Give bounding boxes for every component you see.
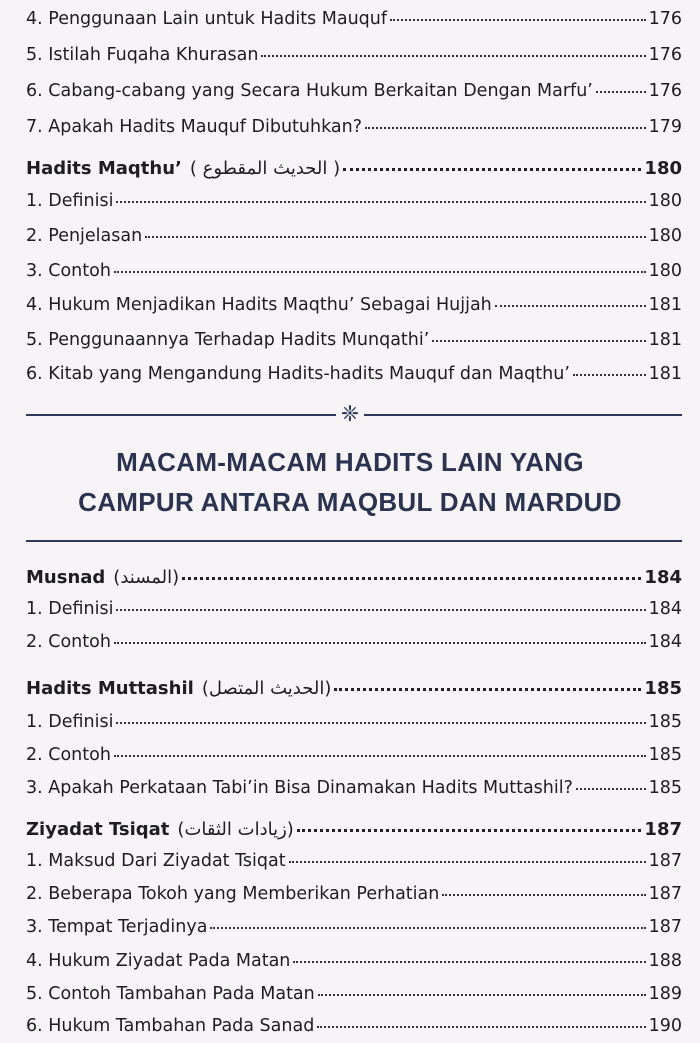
leader-dots xyxy=(495,291,646,307)
toc-entry-page: 189 xyxy=(648,984,682,1004)
toc-entry-label: 4. Hukum Ziyadat Pada Matan xyxy=(26,951,291,971)
toc-entry-label: 2. Penjelasan xyxy=(26,226,143,246)
toc-entry[interactable] xyxy=(26,631,682,652)
toc-entry-label: 2. Contoh xyxy=(26,632,111,652)
section-title-line-2: CAMPUR ANTARA MAQBUL DAN MARDUD xyxy=(78,487,622,517)
toc-entry-label: 4. Hukum Menjadikan Hadits Maqthu’ Sebagai Hujjah xyxy=(26,295,492,315)
toc-entry[interactable] xyxy=(26,8,682,29)
toc-entry-label: 6. Kitab yang Mengandung Hadits-hadits Mauquf dan Maqthu’ xyxy=(26,364,570,384)
leader-dots xyxy=(210,913,645,929)
toc-entry[interactable] xyxy=(26,598,682,619)
toc-entry[interactable] xyxy=(26,711,682,732)
toc-entry[interactable] xyxy=(26,329,682,350)
toc-entry[interactable] xyxy=(26,950,682,971)
toc-entry-page: 179 xyxy=(648,117,682,137)
toc-entry-page: 176 xyxy=(648,9,682,29)
toc-entry-label: 3. Contoh xyxy=(26,261,111,281)
toc-entry-page: 187 xyxy=(648,917,682,937)
toc-entry-page: 176 xyxy=(648,81,682,101)
toc-heading-musnad[interactable] xyxy=(26,566,682,588)
toc-entry-page: 188 xyxy=(648,951,682,971)
toc-entry[interactable] xyxy=(26,80,682,101)
toc-entry-page: 185 xyxy=(648,745,682,765)
toc-heading-page: 185 xyxy=(644,678,682,699)
leader-dots xyxy=(114,628,646,644)
toc-entry[interactable] xyxy=(26,777,682,798)
toc-entry[interactable] xyxy=(26,983,682,1004)
toc-heading-ziyadat[interactable] xyxy=(26,818,682,840)
leader-dots xyxy=(343,154,641,171)
toc-heading-label: Musnad xyxy=(26,567,106,588)
toc-entry-label: 5. Penggunaannya Terhadap Hadits Munqathi’ xyxy=(26,330,430,350)
toc-heading-maqthu[interactable] xyxy=(26,157,682,179)
arabic-term: (الحديث المتصل) xyxy=(201,678,332,699)
toc-entry[interactable] xyxy=(26,44,682,65)
toc-entry-label: 1. Maksud Dari Ziyadat Tsiqat xyxy=(26,851,286,871)
leader-dots xyxy=(182,563,641,580)
leader-dots xyxy=(289,847,646,863)
toc-entry-page: 185 xyxy=(648,712,682,732)
section-title-line-1: MACAM-MACAM HADITS LAIN YANG xyxy=(116,447,584,477)
toc-entry-label: 1. Definisi xyxy=(26,599,114,619)
arabic-term: (زيادات الثقات) xyxy=(177,819,294,840)
leader-dots xyxy=(116,595,645,611)
ornament-icon: ❈ xyxy=(336,401,364,429)
toc-heading-label: Hadits Maqthu’ xyxy=(26,158,182,179)
section-divider-bottom xyxy=(26,540,682,542)
toc-entry[interactable] xyxy=(26,190,682,211)
toc-entry-label: 2. Beberapa Tokoh yang Memberikan Perhatian xyxy=(26,884,440,904)
leader-dots xyxy=(390,5,646,21)
toc-entry[interactable] xyxy=(26,225,682,246)
leader-dots xyxy=(293,947,645,963)
leader-dots xyxy=(442,880,645,896)
leader-dots xyxy=(334,674,641,691)
toc-entry-label: 5. Istilah Fuqaha Khurasan xyxy=(26,45,259,65)
toc-entry[interactable] xyxy=(26,744,682,765)
toc-entry-page: 180 xyxy=(648,226,682,246)
toc-entry-page: 184 xyxy=(648,632,682,652)
toc-entry-label: 3. Tempat Terjadinya xyxy=(26,917,208,937)
toc-entry-page: 185 xyxy=(648,778,682,798)
leader-dots xyxy=(145,222,645,238)
toc-entry[interactable] xyxy=(26,1015,682,1036)
toc-entry[interactable] xyxy=(26,916,682,937)
toc-entry[interactable] xyxy=(26,260,682,281)
leader-dots xyxy=(365,113,646,129)
toc-entry-page: 180 xyxy=(648,261,682,281)
leader-dots xyxy=(576,774,646,790)
toc-entry[interactable] xyxy=(26,850,682,871)
toc-heading-page: 187 xyxy=(644,819,682,840)
toc-entry-page: 190 xyxy=(648,1016,682,1036)
arabic-term: ( الحديث المقطوع ) xyxy=(189,158,341,179)
leader-dots xyxy=(573,360,646,376)
toc-entry-page: 181 xyxy=(648,364,682,384)
toc-entry-page: 187 xyxy=(648,851,682,871)
toc-entry-page: 176 xyxy=(648,45,682,65)
toc-entry-page: 181 xyxy=(648,295,682,315)
toc-heading-page: 184 xyxy=(644,567,682,588)
toc-entry[interactable] xyxy=(26,363,682,384)
toc-heading-label: Hadits Muttashil xyxy=(26,678,194,699)
toc-heading-muttashil[interactable] xyxy=(26,677,682,699)
toc-entry[interactable] xyxy=(26,883,682,904)
toc-entry-label: 3. Apakah Perkataan Tabi’in Bisa Dinamakan Hadits Muttashil? xyxy=(26,778,573,798)
toc-entry-label: 2. Contoh xyxy=(26,745,111,765)
leader-dots xyxy=(432,326,645,342)
leader-dots xyxy=(317,1012,645,1028)
toc-entry[interactable] xyxy=(26,116,682,137)
leader-dots xyxy=(116,187,645,203)
leader-dots xyxy=(114,257,646,273)
toc-entry[interactable] xyxy=(26,294,682,315)
leader-dots xyxy=(261,41,645,57)
toc-entry-page: 181 xyxy=(648,330,682,350)
leader-dots xyxy=(114,741,646,757)
arabic-term: (المسند) xyxy=(113,567,180,588)
toc-entry-label: 6. Cabang-cabang yang Secara Hukum Berkaitan Dengan Marfu’ xyxy=(26,81,593,101)
toc-entry-label: 1. Definisi xyxy=(26,191,114,211)
toc-entry-page: 184 xyxy=(648,599,682,619)
toc-entry-label: 1. Definisi xyxy=(26,712,114,732)
leader-dots xyxy=(596,77,646,93)
toc-entry-label: 6. Hukum Tambahan Pada Sanad xyxy=(26,1016,315,1036)
toc-entry-label: 7. Apakah Hadits Mauquf Dibutuhkan? xyxy=(26,117,363,137)
toc-heading-label: Ziyadat Tsiqat xyxy=(26,819,170,840)
toc-entry-label: 5. Contoh Tambahan Pada Matan xyxy=(26,984,315,1004)
toc-entry-page: 187 xyxy=(648,884,682,904)
leader-dots xyxy=(318,980,646,996)
toc-entry-page: 180 xyxy=(648,191,682,211)
toc-heading-page: 180 xyxy=(644,158,682,179)
leader-dots xyxy=(116,708,645,724)
toc-entry-label: 4. Penggunaan Lain untuk Hadits Mauquf xyxy=(26,9,388,29)
leader-dots xyxy=(297,815,642,832)
